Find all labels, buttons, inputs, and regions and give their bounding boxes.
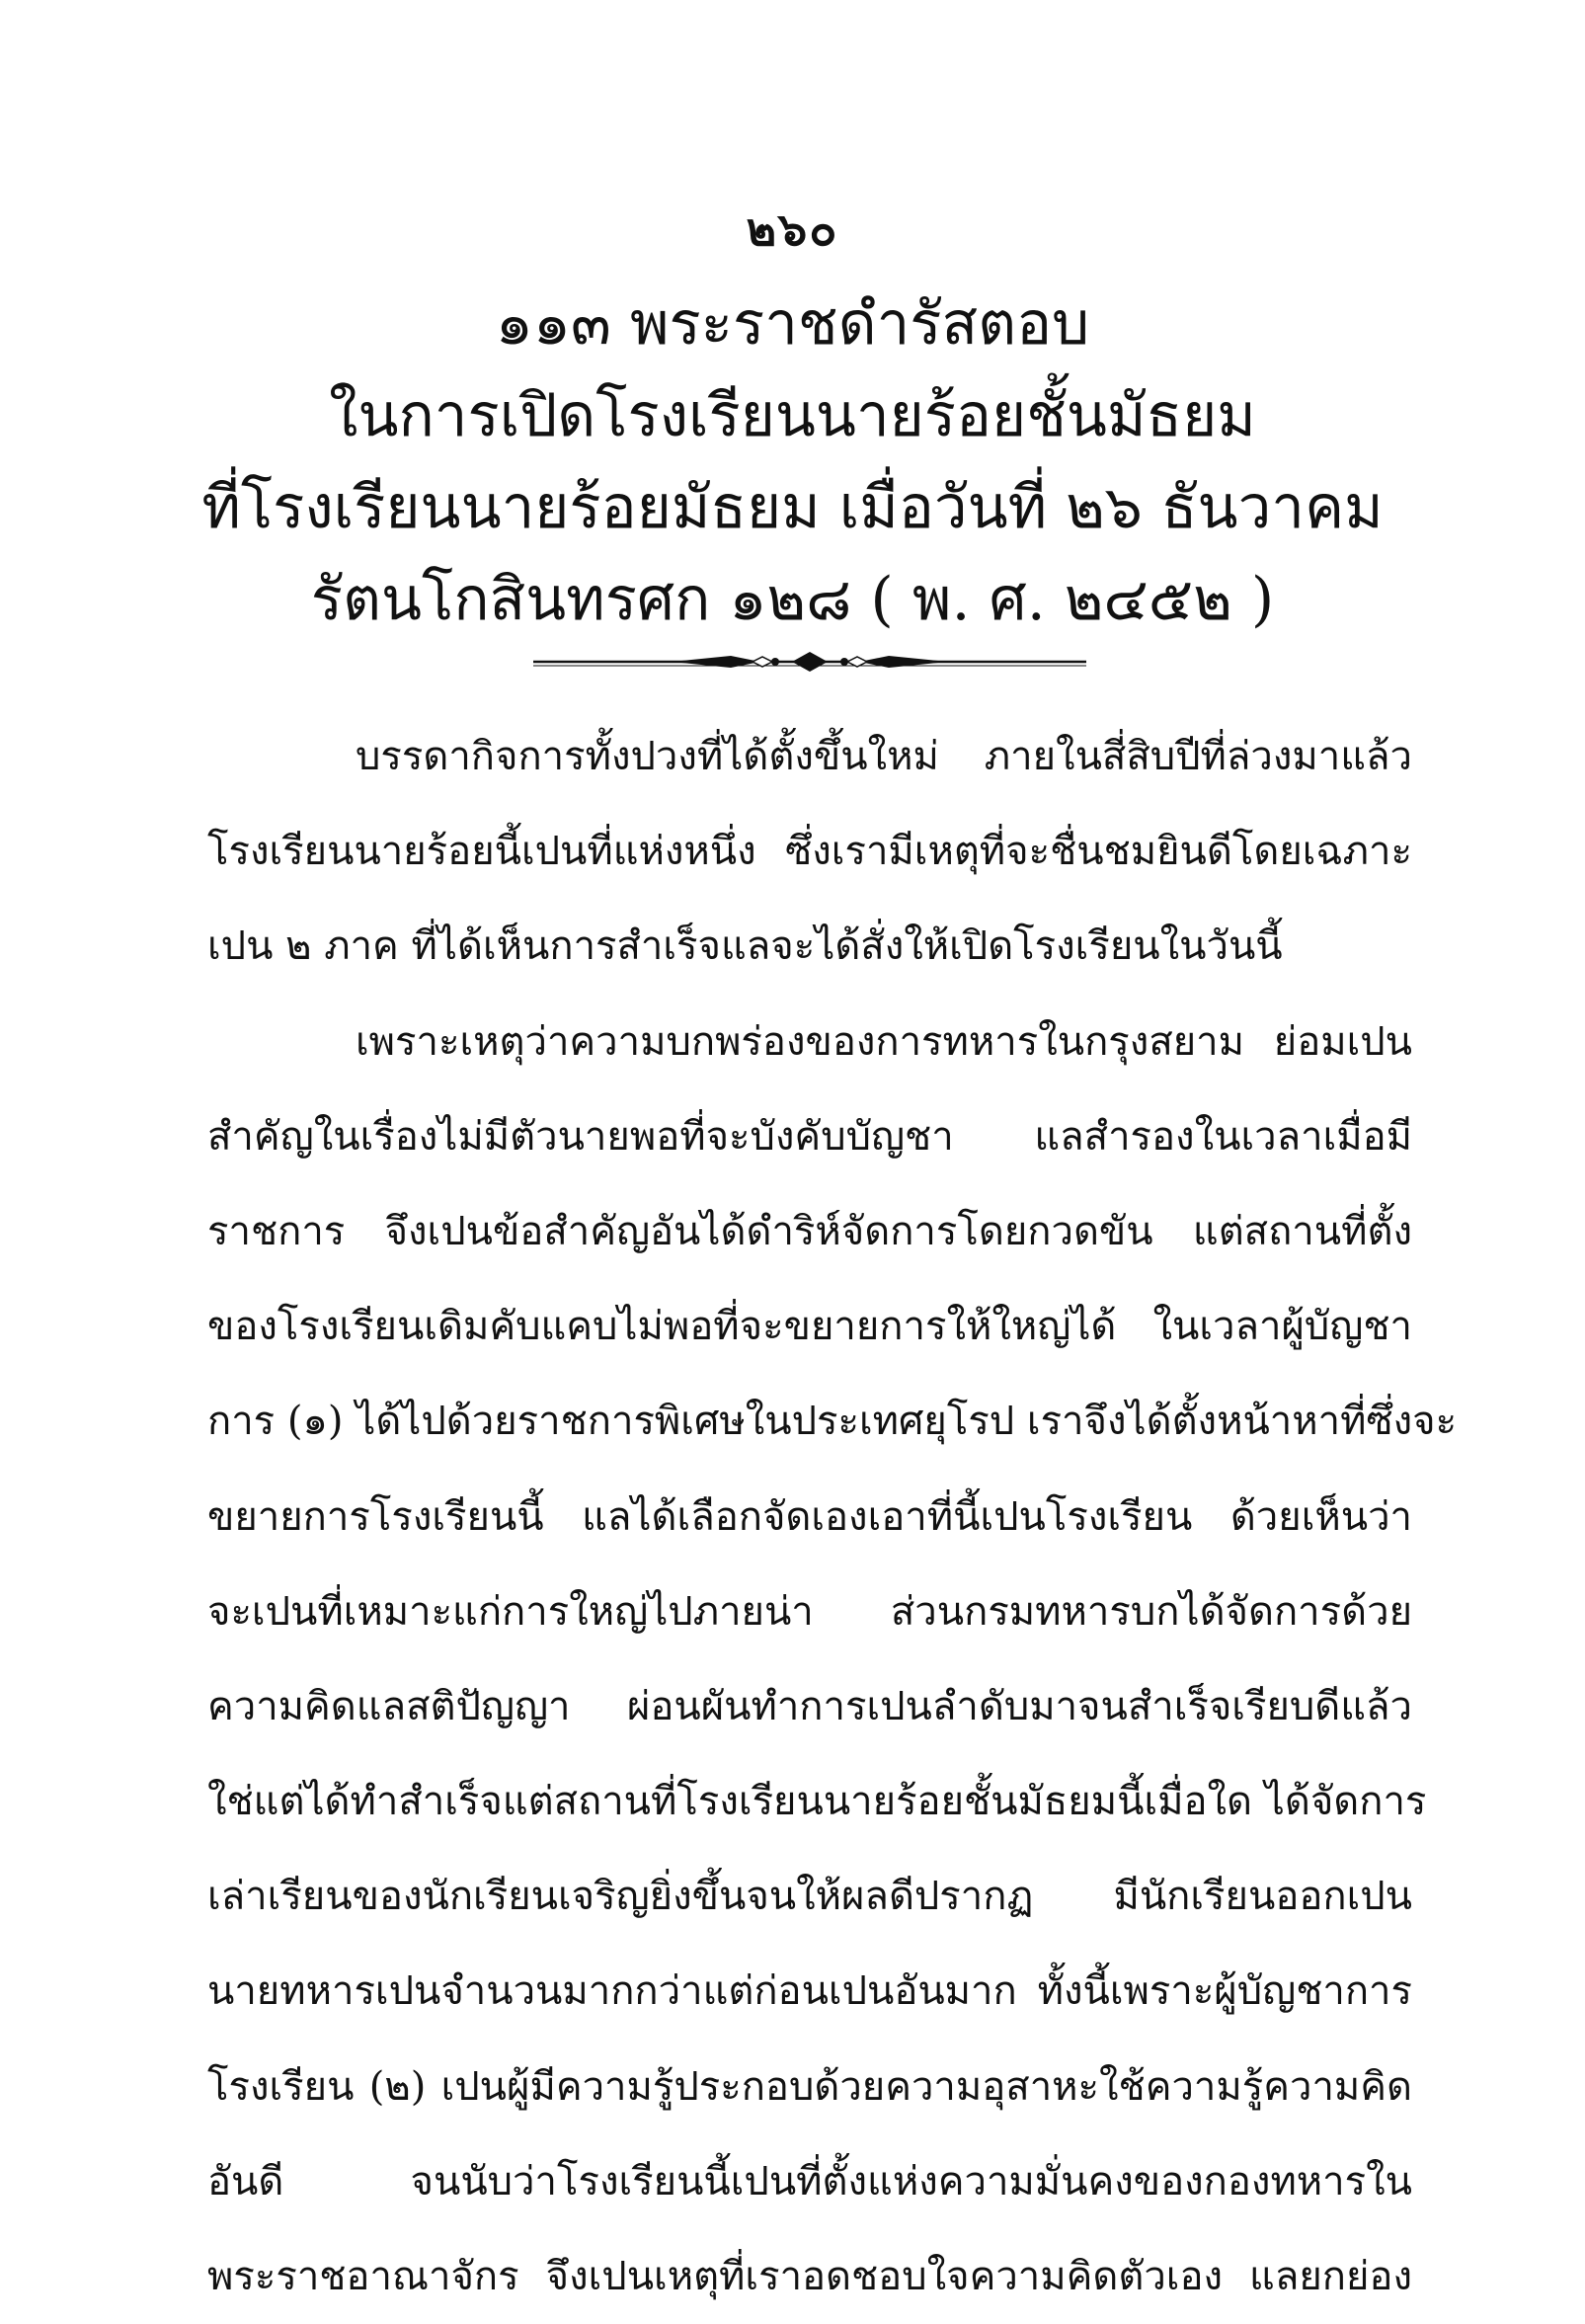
- title-line: รัตนโกสินทรศก ๑๒๘ ( พ. ศ. ๒๔๕๒ ): [310, 565, 1275, 634]
- paragraph-line: ความคิดแลสติปัญญา ผ่อนผันทำการเปนลำดับมาจนสำเร็จเรียบดีแล้ว: [207, 1683, 1412, 1729]
- paragraph-line: จะเปนที่เหมาะแก่การใหญ่ไปภายน่า ส่วนกรมทหารบกได้จัดการด้วย: [207, 1588, 1412, 1635]
- paragraph-line: อันดี จนนับว่าโรงเรียนนี้เปนที่ตั้งแห่งความมั่นคงของกองทหารใน: [207, 2158, 1412, 2204]
- paragraph-line: โรงเรียน (๒) เปนผู้มีความรู้ประกอบด้วยความอุสาหะใช้ความรู้ความคิด: [207, 2063, 1412, 2110]
- paragraph-line: ราชการ จึงเปนข้อสำคัญอันได้ดำริห์จัดการโดยกวดขัน แต่สถานที่ตั้ง: [207, 1208, 1412, 1254]
- paragraph-line: บรรดากิจการทั้งปวงที่ได้ตั้งขึ้นใหม่ ภายในสี่สิบปีที่ล่วงมาแล้ว: [356, 734, 1412, 779]
- title-line: ๑๑๓ พระราชดำรัสตอบ: [495, 289, 1090, 359]
- paragraph-line: สำคัญในเรื่องไม่มีตัวนายพอที่จะบังคับบัญชา แลสำรองในเวลาเมื่อมี: [207, 1113, 1412, 1160]
- page-number: ๒๖๐: [746, 202, 839, 256]
- paragraph-line: ของโรงเรียนเดิมคับแคบไม่พอที่จะขยายการให้ใหญ่ได้ ในเวลาผู้บัญชา: [207, 1304, 1412, 1350]
- paragraph-line: ขยายการโรงเรียนนี้ แลได้เลือกจัดเองเอาที่นี้เปนโรงเรียน ด้วยเห็นว่า: [207, 1493, 1412, 1540]
- title-line: ที่โรงเรียนนายร้อยมัธยม เมื่อวันที่ ๒๖ ธันวาคม: [201, 473, 1384, 542]
- paragraph-line: เล่าเรียนของนักเรียนเจริญยิ่งขึ้นจนให้ผลดีปรากฏ มีนักเรียนออกเปน: [207, 1874, 1412, 1920]
- paragraph-line: โรงเรียนนายร้อยนี้เปนที่แห่งหนึ่ง ซึ่งเรามีเหตุที่จะชื่นชมยินดีโดยเฉภาะ: [207, 829, 1412, 875]
- paragraph-line: นายทหารเปนจำนวนมากกว่าแต่ก่อนเปนอันมาก ทั้งนี้เพราะผู้บัญชาการ: [207, 1968, 1412, 2015]
- body-text: [207, 709, 1458, 2324]
- title-line: ในการเปิดโรงเรียนนายร้อยชั้นมัธยม: [329, 381, 1256, 450]
- paragraph-line: เปน ๒ ภาค ที่ได้เห็นการสำเร็จแลจะได้สั่งให้เปิดโรงเรียนในวันนี้: [207, 923, 1283, 970]
- decorative-divider-icon: [533, 647, 1086, 677]
- paragraph-line: พระราชอาณาจักร จึงเปนเหตุที่เราอดชอบใจความคิดตัวเอง แลยกย่อง: [207, 2254, 1412, 2299]
- paragraph-line: การ (๑) ได้ไปด้วยราชการพิเศษในประเทศยุโรป เราจึงได้ตั้งหน้าหาที่ซึ่งจะ: [207, 1399, 1458, 1445]
- paragraph-line: ใช่แต่ได้ทำสำเร็จแต่สถานที่โรงเรียนนายร้อยชั้นมัธยมนี้เมื่อใด ได้จัดการ: [207, 1779, 1427, 1825]
- paragraph-line: เพราะเหตุว่าความบกพร่องของการทหารในกรุงสยาม ย่อมเปน: [356, 1018, 1412, 1065]
- title-block: [0, 279, 1585, 646]
